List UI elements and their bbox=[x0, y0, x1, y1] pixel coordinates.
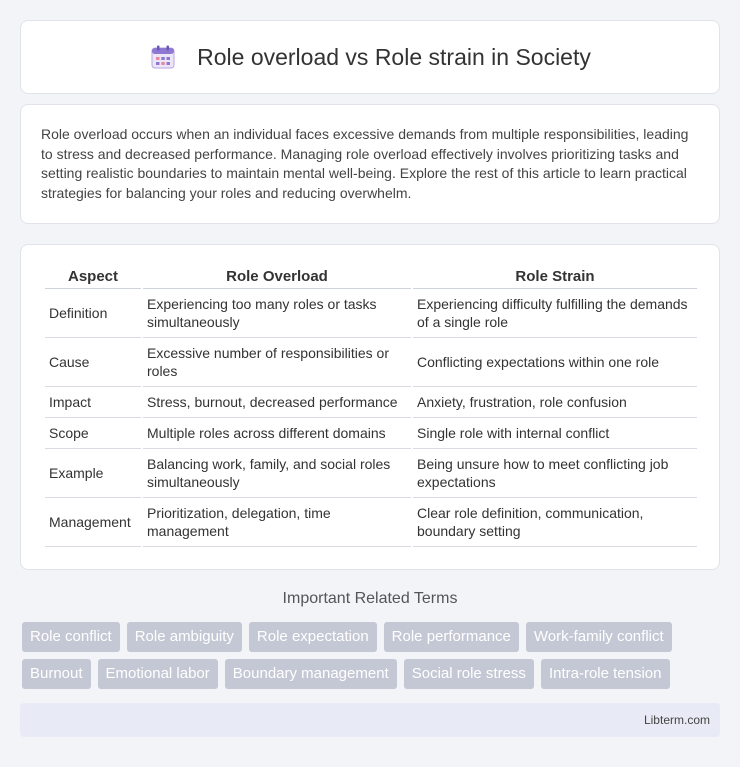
row-strain: Single role with internal conflict bbox=[413, 418, 697, 449]
tag-work-family-conflict[interactable]: Work-family conflict bbox=[526, 622, 672, 652]
row-strain: Clear role definition, communication, boundary setting bbox=[413, 498, 697, 547]
tag-role-ambiguity[interactable]: Role ambiguity bbox=[127, 622, 242, 652]
column-header-role-strain: Role Strain bbox=[413, 265, 697, 289]
related-terms-tags bbox=[22, 622, 722, 696]
row-aspect: Impact bbox=[45, 387, 141, 418]
tag-social-role-stress[interactable]: Social role stress bbox=[404, 659, 534, 689]
tag-row bbox=[22, 622, 722, 652]
table-header-row bbox=[45, 265, 697, 289]
tag-row bbox=[22, 659, 722, 689]
footer bbox=[20, 703, 720, 737]
row-overload: Experiencing too many roles or tasks simultaneously bbox=[143, 289, 411, 338]
table-row bbox=[45, 449, 697, 498]
comparison-table bbox=[43, 265, 699, 547]
row-strain: Being unsure how to meet conflicting job expectations bbox=[413, 449, 697, 498]
intro-card bbox=[20, 104, 720, 224]
table-row bbox=[45, 418, 697, 449]
footer-site-link[interactable]: Libterm.com bbox=[643, 713, 710, 727]
related-terms-title: Important Related Terms bbox=[282, 590, 458, 607]
tag-role-expectation[interactable]: Role expectation bbox=[249, 622, 377, 652]
row-overload: Prioritization, delegation, time management bbox=[143, 498, 411, 547]
row-aspect: Definition bbox=[45, 289, 141, 338]
column-header-role-overload: Role Overload bbox=[143, 265, 411, 289]
tag-emotional-labor[interactable]: Emotional labor bbox=[98, 659, 218, 689]
row-aspect: Cause bbox=[45, 338, 141, 387]
row-overload: Excessive number of responsibilities or roles bbox=[143, 338, 411, 387]
tag-role-performance[interactable]: Role performance bbox=[384, 622, 519, 652]
row-overload: Multiple roles across different domains bbox=[143, 418, 411, 449]
table-row bbox=[45, 498, 697, 547]
page-title: Role overload vs Role strain in Society bbox=[197, 43, 591, 70]
tag-burnout[interactable]: Burnout bbox=[22, 659, 91, 689]
header-card bbox=[20, 20, 720, 94]
tag-boundary-management[interactable]: Boundary management bbox=[225, 659, 397, 689]
tag-role-conflict[interactable]: Role conflict bbox=[22, 622, 120, 652]
row-strain: Experiencing difficulty fulfilling the demands of a single role bbox=[413, 289, 697, 338]
row-strain: Anxiety, frustration, role confusion bbox=[413, 387, 697, 418]
comparison-table-card bbox=[20, 244, 720, 570]
row-aspect: Scope bbox=[45, 418, 141, 449]
table-row bbox=[45, 387, 697, 418]
table-row bbox=[45, 289, 697, 338]
row-overload: Stress, burnout, decreased performance bbox=[143, 387, 411, 418]
row-overload: Balancing work, family, and social roles simultaneously bbox=[143, 449, 411, 498]
calendar-icon bbox=[149, 43, 177, 71]
table-row bbox=[45, 338, 697, 387]
column-header-aspect: Aspect bbox=[45, 265, 141, 289]
tag-intra-role-tension[interactable]: Intra-role tension bbox=[541, 659, 670, 689]
row-aspect: Example bbox=[45, 449, 141, 498]
row-strain: Conflicting expectations within one role bbox=[413, 338, 697, 387]
intro-text: Role overload occurs when an individual faces excessive demands from multiple responsibilities, leading to stress and decreased performance. Managing role overload effectively involves prioritizing tasks and setting realistic boundaries to maintain mental well-being. Explore the rest of this article to learn practical strategies for balancing your roles and reducing overwhelm. bbox=[41, 126, 689, 201]
row-aspect: Management bbox=[45, 498, 141, 547]
